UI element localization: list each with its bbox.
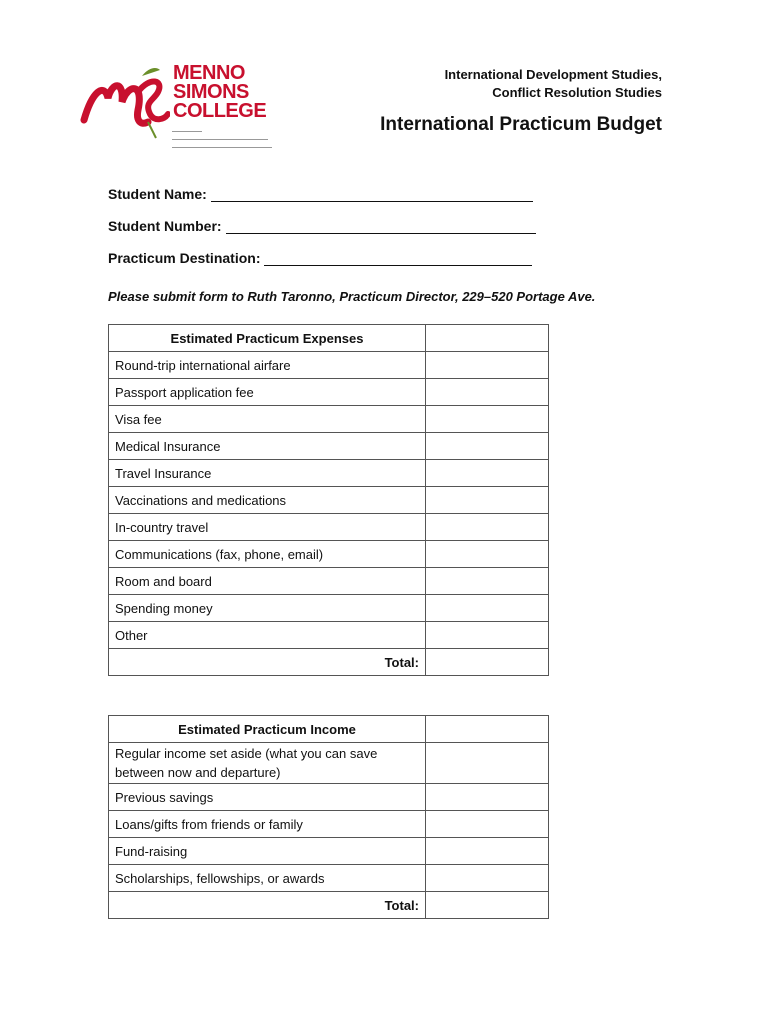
income-header: Estimated Practicum Income: [109, 716, 426, 743]
total-amount-cell[interactable]: [426, 892, 549, 919]
table-row: [109, 622, 549, 649]
amount-cell[interactable]: [426, 514, 549, 541]
amount-cell[interactable]: [426, 865, 549, 892]
total-amount-cell[interactable]: [426, 649, 549, 676]
field-label: Practicum Destination:: [108, 250, 261, 266]
amount-cell[interactable]: [426, 487, 549, 514]
amount-cell[interactable]: [426, 784, 549, 811]
expenses-header: Estimated Practicum Expenses: [109, 325, 426, 352]
income-item: Regular income set aside (what you can save between now and departure): [109, 743, 426, 784]
table-row: [109, 865, 549, 892]
amount-cell[interactable]: [426, 541, 549, 568]
college-logo: [78, 56, 278, 160]
amount-cell[interactable]: [426, 325, 549, 352]
submission-instruction: Please submit form to Ruth Taronno, Practicum Director, 229–520 Portage Ave.: [108, 289, 596, 304]
amount-cell[interactable]: [426, 460, 549, 487]
total-label: Total:: [109, 649, 426, 676]
program-names: [445, 66, 662, 102]
expense-item: Spending money: [109, 595, 426, 622]
income-item: Previous savings: [109, 784, 426, 811]
student-name-field[interactable]: [108, 186, 533, 202]
expense-item: Room and board: [109, 568, 426, 595]
affiliation-fine-print: [172, 126, 282, 148]
table-row: [109, 379, 549, 406]
practicum-destination-input-line[interactable]: [264, 251, 532, 266]
table-row: [109, 811, 549, 838]
table-row: [109, 541, 549, 568]
practicum-destination-field[interactable]: [108, 250, 532, 266]
income-item: Fund-raising: [109, 838, 426, 865]
amount-cell[interactable]: [426, 595, 549, 622]
expense-item: Communications (fax, phone, email): [109, 541, 426, 568]
total-row: [109, 649, 549, 676]
income-table: [108, 715, 549, 919]
table-row: [109, 568, 549, 595]
table-row: [109, 433, 549, 460]
expenses-table: [108, 324, 549, 676]
income-item: Loans/gifts from friends or family: [109, 811, 426, 838]
college-name: [173, 64, 266, 121]
amount-cell[interactable]: [426, 716, 549, 743]
total-row: [109, 892, 549, 919]
amount-cell[interactable]: [426, 406, 549, 433]
expense-item: Round-trip international airfare: [109, 352, 426, 379]
student-name-input-line[interactable]: [211, 187, 533, 202]
amount-cell[interactable]: [426, 743, 549, 784]
college-name-line: MENNO: [173, 62, 245, 84]
field-label: Student Number:: [108, 218, 222, 234]
expense-item: Passport application fee: [109, 379, 426, 406]
table-row: [109, 595, 549, 622]
msc-monogram-icon: [78, 62, 170, 142]
expense-item: Other: [109, 622, 426, 649]
expense-item: Medical Insurance: [109, 433, 426, 460]
amount-cell[interactable]: [426, 838, 549, 865]
program-line: Conflict Resolution Studies: [492, 85, 662, 100]
student-number-field[interactable]: [108, 218, 536, 234]
amount-cell[interactable]: [426, 352, 549, 379]
income-item: Scholarships, fellowships, or awards: [109, 865, 426, 892]
amount-cell[interactable]: [426, 622, 549, 649]
field-label: Student Name:: [108, 186, 207, 202]
table-header-row: [109, 325, 549, 352]
student-number-input-line[interactable]: [226, 219, 536, 234]
college-name-line: SIMONS: [173, 81, 249, 103]
table-row: [109, 352, 549, 379]
expense-item: Visa fee: [109, 406, 426, 433]
table-row: [109, 838, 549, 865]
table-header-row: [109, 716, 549, 743]
table-row: [109, 460, 549, 487]
amount-cell[interactable]: [426, 811, 549, 838]
college-name-line: COLLEGE: [173, 100, 267, 122]
expense-item: In-country travel: [109, 514, 426, 541]
document-title: International Practicum Budget: [380, 114, 662, 135]
expense-item: Travel Insurance: [109, 460, 426, 487]
table-row: [109, 406, 549, 433]
table-row: [109, 743, 549, 784]
total-label: Total:: [109, 892, 426, 919]
amount-cell[interactable]: [426, 568, 549, 595]
table-row: [109, 514, 549, 541]
program-line: International Development Studies,: [444, 67, 662, 82]
expense-item: Vaccinations and medications: [109, 487, 426, 514]
table-row: [109, 487, 549, 514]
amount-cell[interactable]: [426, 379, 549, 406]
amount-cell[interactable]: [426, 433, 549, 460]
table-row: [109, 784, 549, 811]
